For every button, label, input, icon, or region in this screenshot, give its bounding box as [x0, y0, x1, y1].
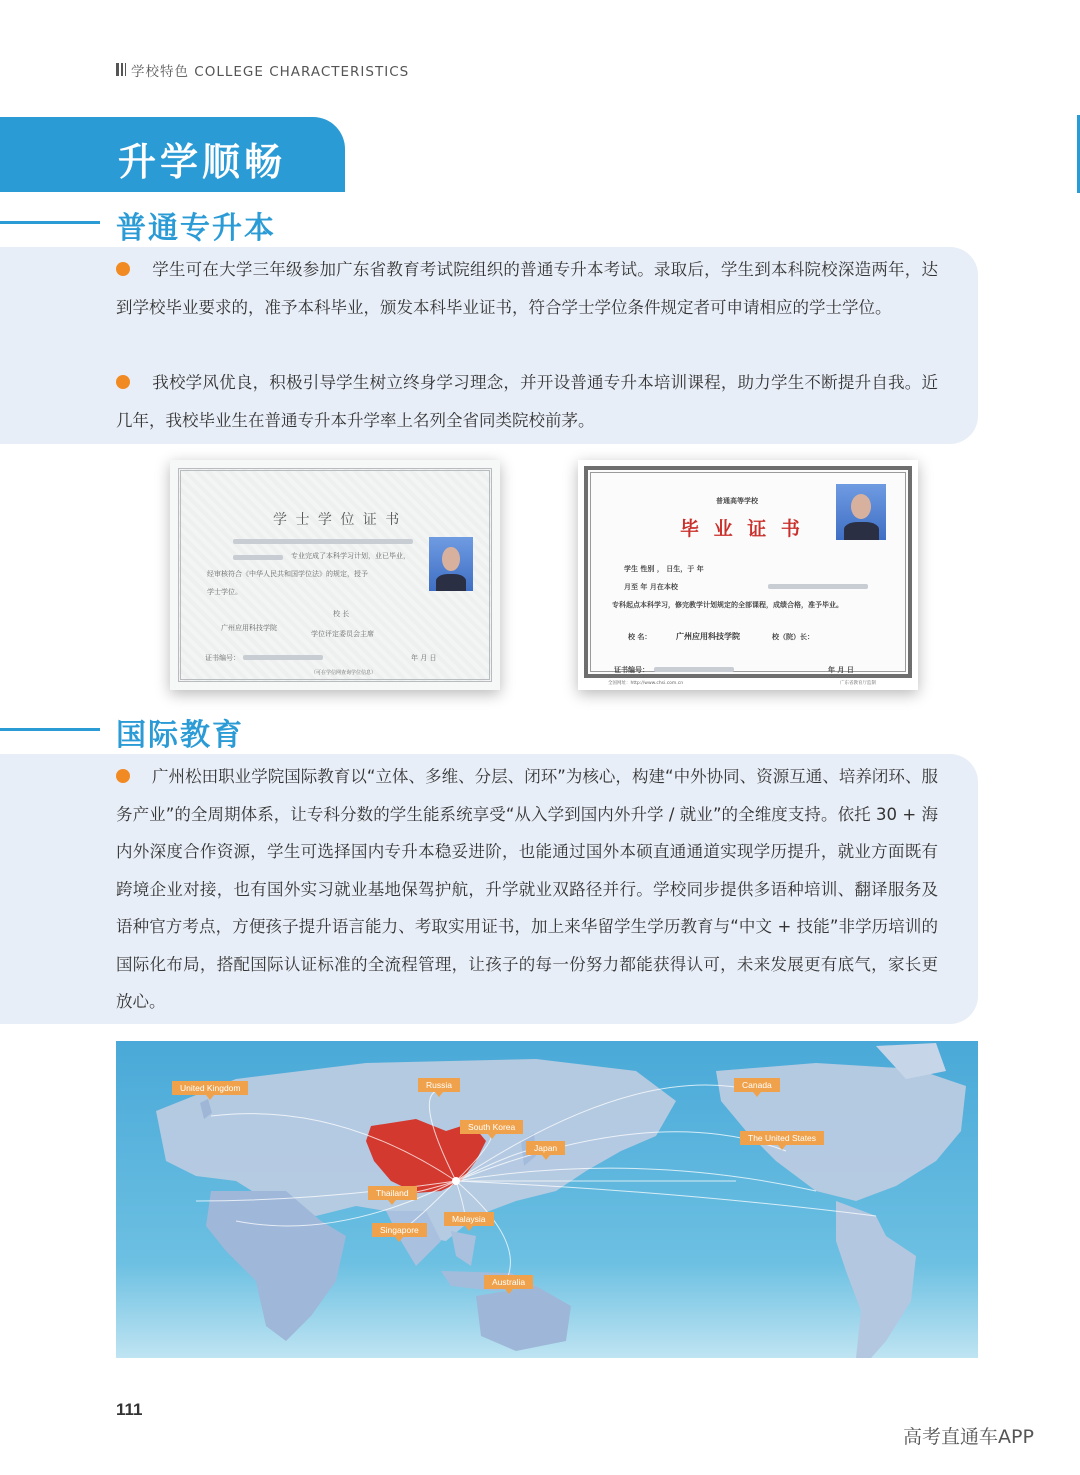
diploma-cert-title: 毕 业 证 书	[680, 518, 804, 540]
map-label-uk: United Kingdom	[172, 1081, 248, 1095]
section-title-international: 国际教育	[116, 718, 244, 753]
header-bar-icon	[116, 63, 126, 76]
watermark: 高考直通车APP	[903, 1426, 1034, 1448]
bullet-icon	[116, 262, 130, 276]
map-label-russia: Russia	[418, 1078, 460, 1092]
bullet-icon	[116, 375, 130, 389]
map-label-singapore: Singapore	[372, 1223, 427, 1237]
map-label-malaysia: Malaysia	[444, 1212, 494, 1226]
page-title: 升学顺畅	[118, 140, 287, 184]
paragraph-2: 我校学风优良，积极引导学生树立终身学习理念，并开设普通专升本培训课程，助力学生不断提升自我。近几年，我校毕业生在普通专升本升学率上名列全省同类院校前茅。	[116, 373, 938, 430]
section-title-zhuanshengben: 普通专升本	[116, 211, 276, 246]
student-photo	[429, 537, 473, 591]
student-photo	[836, 484, 886, 540]
degree-cert-title: 学 士 学 位 证 书	[273, 512, 402, 528]
map-label-thailand: Thailand	[368, 1186, 417, 1200]
map-label-united-states: The United States	[740, 1131, 824, 1145]
paragraph-1: 学生可在大学三年级参加广东省教育考试院组织的普通专升本考试。录取后，学生到本科院校深造两年，达到学校毕业要求的，准予本科毕业，颁发本科毕业证书，符合学士学位条件规定者可申请相应的学士学位。	[116, 260, 938, 317]
diploma-certificate-image: 普通高等学校 毕 业 证 书 学生 性别 ， 日生，于 年 月至 年 月在本校 专科起点本科学习，修完教学计划规定的全部课程，成绩合格，准予毕业。 校 名： 广州应用科技学院 校（院）长： 证书编号： 年 月 日 全国网址：http://www.chsi.com.cn 广东省教育厅监制	[578, 460, 918, 690]
page-number: 111	[116, 1400, 143, 1419]
map-label-australia: Australia	[484, 1275, 533, 1289]
section-divider-line	[0, 728, 100, 731]
paragraph-international: 广州松田职业学院国际教育以“立体、多维、分层、闭环”为核心，构建“中外协同、资源互通、培养闭环、服务产业”的全周期体系，让专科分数的学生能系统享受“从入学到国内外升学 / 就业”的全维度支持。依托 30 + 海内外深度合作资源，学生可选择国内专升本稳妥进阶，也能通过国外本硕直通通道实现学历提升，就业方面既有跨境企业对接，也有国外实习就业基地保驾护航，升学就业双路径并行。学校同步提供多语种培训、翻译服务及语种官方考点，方便孩子提升语言能力、考取实用证书，加上来华留学生学历教育与“中文 + 技能”非学历培训的国际化布局，搭配国际认证标准的全流程管理，让孩子的每一份努力都能获得认可，未来发展更有底气，家长更放心。	[116, 767, 938, 1011]
bullet-icon	[116, 769, 130, 783]
map-label-south-korea: South Korea	[460, 1120, 523, 1134]
degree-certificate-image: 学 士 学 位 证 书 专业完成了本科学习计划，业已毕业， 经审核符合《中华人民共和国学位法》的规定，授予 学士学位。 广州应用科技学院 校 长 学位评定委员会主席 证书编号： 年 月 日 （可在学信网查询学位信息）	[170, 460, 500, 690]
section-divider-line	[0, 221, 100, 224]
map-label-japan: Japan	[526, 1141, 565, 1155]
header-text: 学校特色 COLLEGE CHARACTERISTICS	[131, 64, 410, 80]
world-map-image	[116, 1041, 978, 1358]
map-label-canada: Canada	[734, 1078, 780, 1092]
